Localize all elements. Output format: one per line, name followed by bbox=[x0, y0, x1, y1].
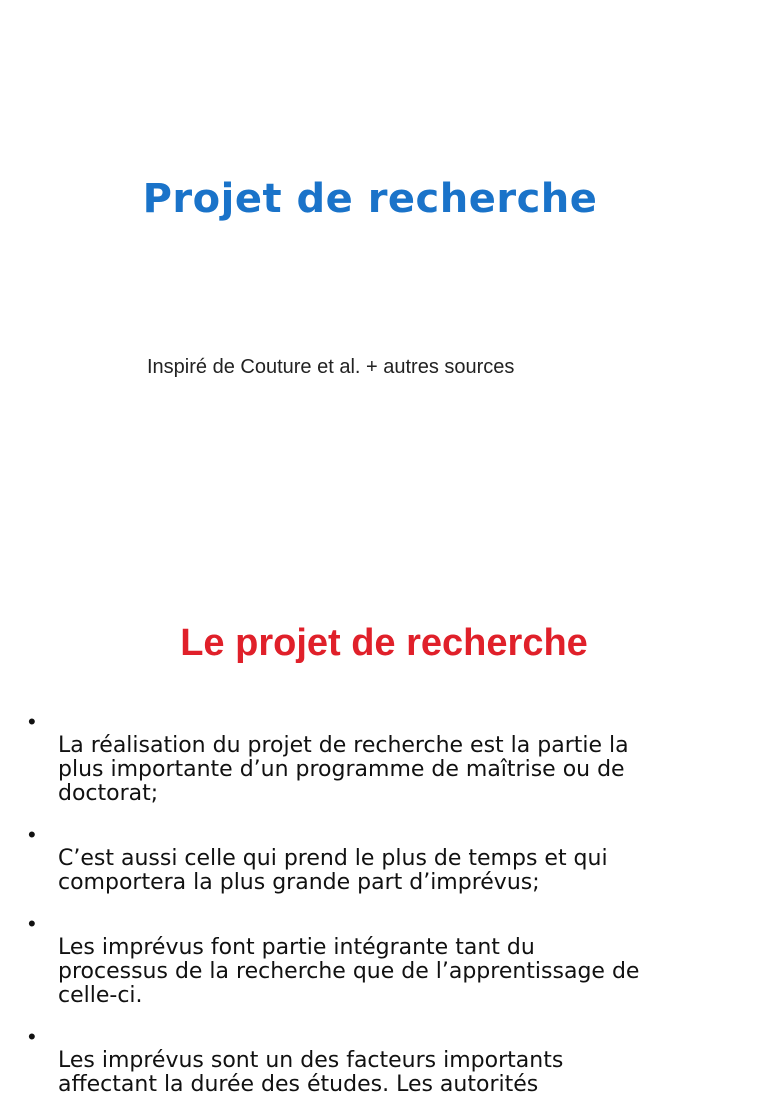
slide-subtitle: Inspiré de Couture et al. + autres sources bbox=[147, 356, 515, 378]
bullet-icon: • bbox=[28, 709, 36, 734]
bullet-icon: • bbox=[28, 822, 36, 847]
content-slide bbox=[0, 576, 768, 1097]
slide-title: Projet de recherche bbox=[142, 176, 598, 222]
bullet-text: Les imprévus font partie intégrante tant du processus de la recherche que de l’apprentissage de celle-ci. bbox=[58, 935, 640, 1008]
bullet-list bbox=[28, 710, 758, 1114]
bullet-icon: • bbox=[28, 911, 36, 936]
bullet-icon: • bbox=[28, 1024, 36, 1049]
bullet-item bbox=[28, 823, 758, 895]
bullet-text: Les imprévus sont un des facteurs importants affectant la durée des études. Les autorités bbox=[58, 1048, 564, 1097]
bullet-item bbox=[28, 912, 758, 1008]
content-slide-title: Le projet de recherche bbox=[180, 622, 588, 664]
bullet-item bbox=[28, 1025, 758, 1097]
bullet-item bbox=[28, 710, 758, 806]
bullet-text: La réalisation du projet de recherche est la partie la plus importante d’un programme de maîtrise ou de doctorat; bbox=[58, 733, 629, 806]
bullet-text: C’est aussi celle qui prend le plus de temps et qui comportera la plus grande part d’imprévus; bbox=[58, 846, 608, 895]
